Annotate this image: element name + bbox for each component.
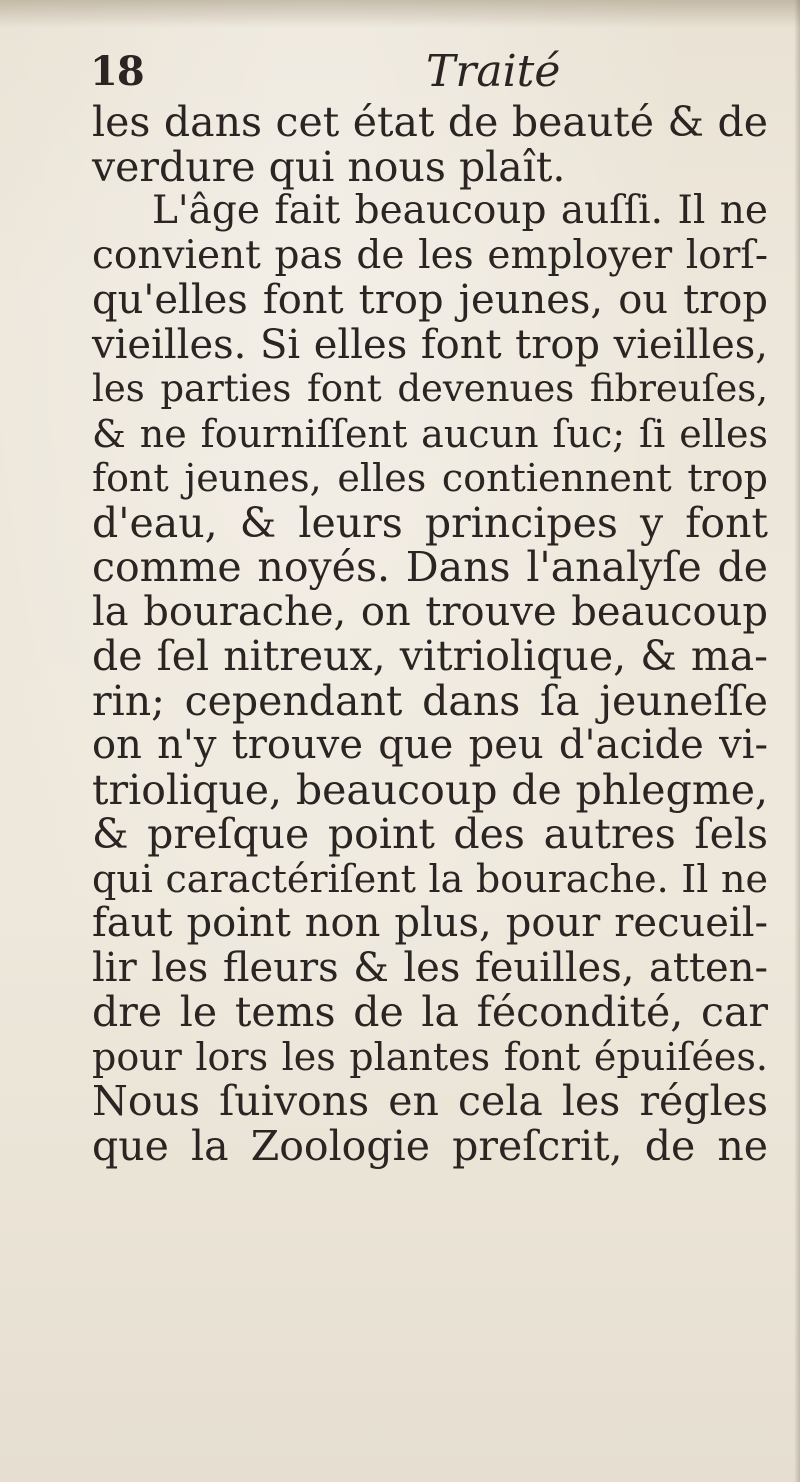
- text-line: comme noyés. Dans l'analyſe de: [92, 543, 768, 591]
- text-line: & preſque point des autres ſels: [92, 810, 768, 858]
- text-line: que la Zoologie preſcrit, de ne: [92, 1121, 768, 1170]
- text-line: les dans cet état de beauté & de: [92, 98, 768, 146]
- running-title: Traité: [426, 46, 561, 97]
- body-text: [92, 100, 768, 1168]
- text-line: faut point non plus, pour recueil-: [92, 900, 768, 946]
- text-line: on n'y trouve que peu d'acide vi-: [92, 722, 768, 768]
- text-line: convient pas de les employer lorſ-: [92, 232, 768, 278]
- text-line: font jeunes, elles contiennent trop: [92, 456, 768, 500]
- text-line: pour lors les plantes font épuiſées.: [92, 1034, 768, 1079]
- page-number: 18: [90, 48, 144, 95]
- text-line: les parties font devenues fibreuſes,: [92, 367, 768, 410]
- text-line: de ſel nitreux, vitriolique, & ma-: [92, 632, 768, 680]
- text-line: d'eau, & leurs principes y font: [92, 498, 768, 547]
- text-line: verdure qui nous plaît.: [92, 142, 566, 191]
- text-line: & ne fourniſſent aucun ſuc; ſi elles: [92, 411, 768, 456]
- page-edge-shadow: [794, 0, 800, 1482]
- text-line: L'âge fait beaucoup auſſi. Il ne: [152, 188, 768, 233]
- text-line: Nous ſuivons en cela les régles: [92, 1077, 768, 1125]
- page-top-stain: [0, 0, 800, 28]
- text-line: la bourache, on trouve beaucoup: [92, 588, 768, 635]
- text-line: qu'elles font trop jeunes, ou trop: [92, 277, 768, 323]
- running-head: [0, 42, 800, 102]
- text-line: triolique, beaucoup de phlegme,: [92, 765, 768, 814]
- text-line: qui caractériſent la bourache. Il ne: [92, 856, 768, 901]
- text-line: rin; cependant dans ſa jeuneſſe: [92, 676, 768, 725]
- text-line: vieilles. Si elles font trop vieilles,: [92, 321, 768, 368]
- text-line: lir les fleurs & les feuilles, atten-: [92, 944, 768, 991]
- text-line: dre le tems de la fécondité, car: [92, 988, 768, 1036]
